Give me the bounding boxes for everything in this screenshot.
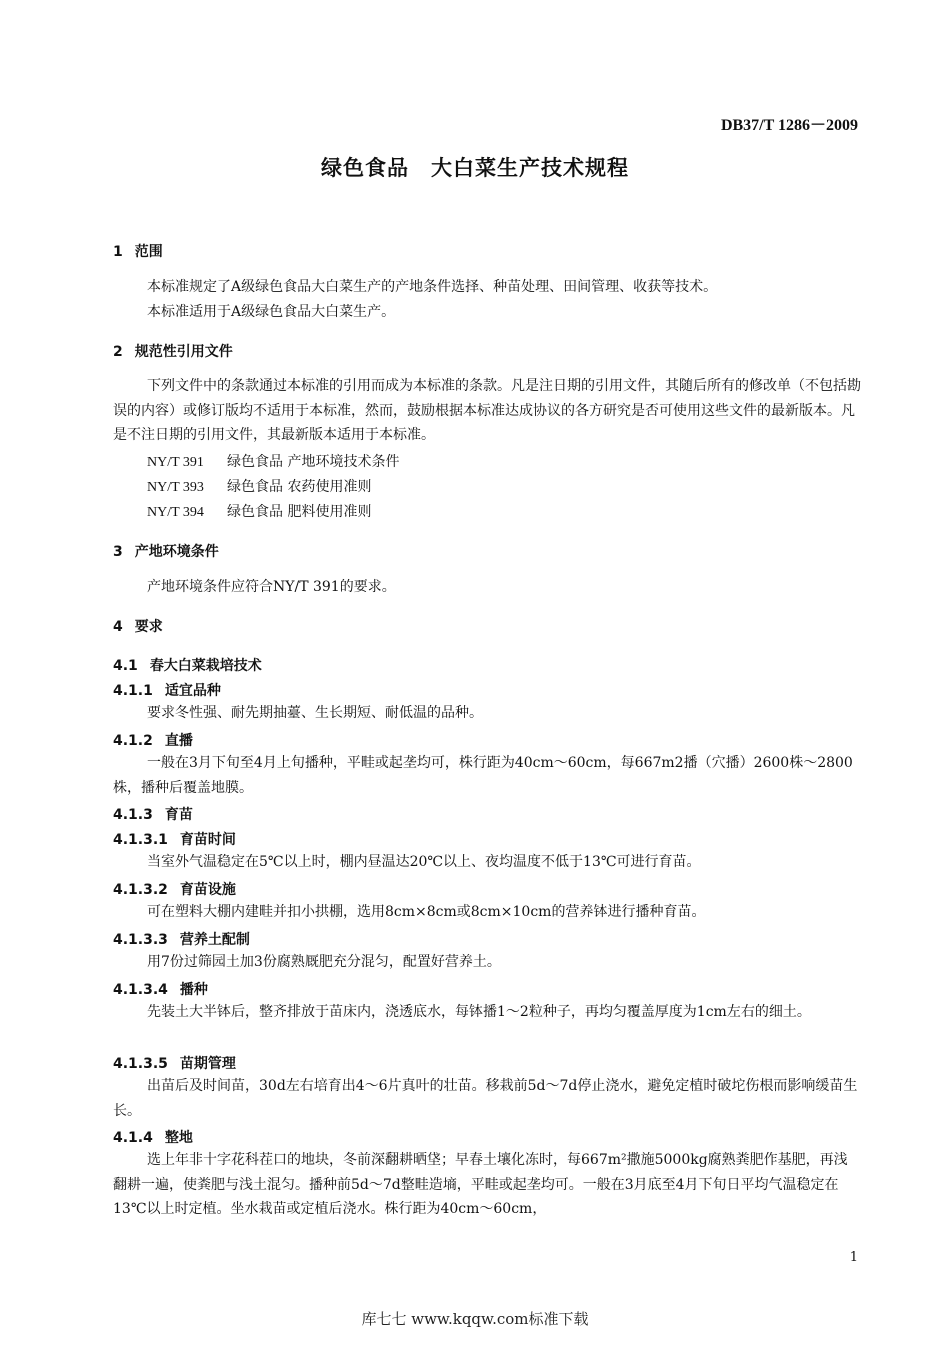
paragraph: 可在塑料大棚内建畦并扣小拱棚，选用8cm×8cm或8cm×10cm的营养钵进行播种育苗。 xyxy=(147,904,706,920)
paragraph: 产地环境条件应符合NY/T 391的要求。 xyxy=(147,579,396,595)
subsection-heading: 4.1.3.5 苗期管理 xyxy=(113,1056,236,1072)
subsection-heading: 4.1.3.4 播种 xyxy=(113,982,208,998)
reference-item: NY/T 393 绿色食品 农药使用准则 xyxy=(147,479,372,495)
paragraph: 一般在3月下旬至4月上旬播种，平畦或起垄均可，株行距为40cm～60cm，每667m2播（穴播）2600株～2800株，播种后覆盖地膜。 xyxy=(113,755,853,796)
paragraph: 先装土大半钵后，整齐排放于苗床内，浇透底水，每钵播1～2粒种子，再均匀覆盖厚度为1cm左右的细土。 xyxy=(147,1004,811,1020)
document-title: 绿色食品 大白菜生产技术规程 xyxy=(321,156,629,180)
reference-item: NY/T 391 绿色食品 产地环境技术条件 xyxy=(147,454,400,470)
section-heading: 1 范围 xyxy=(113,244,163,260)
subsection-heading: 4.1.1 适宜品种 xyxy=(113,683,221,699)
section-heading: 4 要求 xyxy=(113,619,163,635)
paragraph: 要求冬性强、耐先期抽薹、生长期短、耐低温的品种。 xyxy=(147,705,483,721)
subsection-heading: 4.1.3.2 育苗设施 xyxy=(113,882,236,898)
standard-code: DB37/T 1286－2009 xyxy=(720,117,858,134)
subsection-heading: 4.1.3 育苗 xyxy=(113,807,193,823)
paragraph: 本标准规定了A级绿色食品大白菜生产的产地条件选择、种苗处理、田间管理、收获等技术。 xyxy=(147,279,718,295)
paragraph: 下列文件中的条款通过本标准的引用而成为本标准的条款。凡是注日期的引用文件，其随后所有的修改单（不包括勘误的内容）或修订版均不适用于本标准，然而，鼓励根据本标准达成协议的各方研究是否可使用这些文件的最新版本。凡是不注日期的引用文件，其最新版本适用于本标准。 xyxy=(113,378,861,443)
subsection-heading: 4.1.4 整地 xyxy=(113,1130,193,1146)
section-heading: 3 产地环境条件 xyxy=(113,544,219,560)
subsection-heading: 4.1.3.1 育苗时间 xyxy=(113,832,236,848)
section-heading: 2 规范性引用文件 xyxy=(113,344,233,360)
paragraph: 用7份过筛园土加3份腐熟厩肥充分混匀，配置好营养土。 xyxy=(147,954,501,970)
paragraph: 选上年非十字花科茬口的地块，冬前深翻耕晒垡；早春土壤化冻时，每667m²撒施5000kg腐熟粪肥作基肥，再浅翻耕一遍，使粪肥与浅土混匀。播种前5d～7d整畦造墒，平畦或起垄均可。一般在3月底至4月下旬日平均气温稳定在13℃以上时定植。坐水栽苗或定植后浇水。株行距为40cm～60cm， xyxy=(113,1152,848,1217)
download-footer: 库七七 www.kqqw.com标准下载 xyxy=(361,1310,589,1328)
paragraph: 出苗后及时间苗，30d左右培育出4～6片真叶的壮苗。移栽前5d～7d停止浇水，避免定植时破坨伤根而影响缓苗生长。 xyxy=(113,1078,858,1119)
paragraph: 当室外气温稳定在5℃以上时，棚内昼温达20℃以上、夜均温度不低于13℃可进行育苗。 xyxy=(147,854,701,870)
subsection-heading: 4.1.3.3 营养土配制 xyxy=(113,932,250,948)
paragraph: 本标准适用于A级绿色食品大白菜生产。 xyxy=(147,304,396,320)
subsection-heading: 4.1 春大白菜栽培技术 xyxy=(113,658,262,674)
subsection-heading: 4.1.2 直播 xyxy=(113,733,193,749)
page-number: 1 xyxy=(849,1250,858,1265)
reference-item: NY/T 394 绿色食品 肥料使用准则 xyxy=(147,504,372,520)
